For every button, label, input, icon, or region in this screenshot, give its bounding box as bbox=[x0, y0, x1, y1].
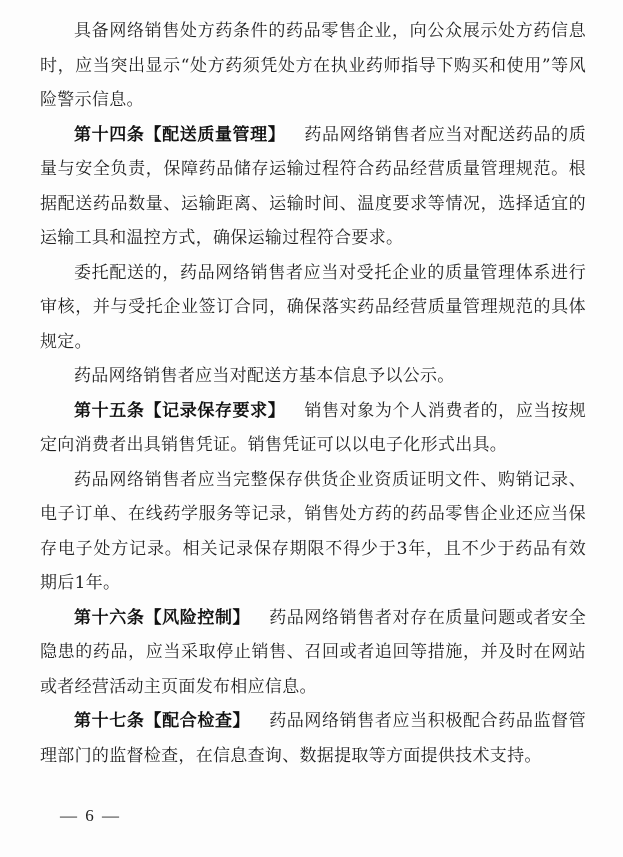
article-heading: 第十五条【记录保存要求】 bbox=[74, 400, 286, 421]
paragraph-delivery-disclosure bbox=[40, 359, 586, 394]
article-17-inspection-cooperation bbox=[40, 704, 586, 773]
paragraph-entrusted-delivery bbox=[40, 256, 586, 360]
paragraph-text: 药品网络销售者应当对配送方基本信息予以公示。 bbox=[74, 366, 455, 386]
paragraph-prescription-warning bbox=[40, 14, 586, 118]
article-14-delivery-quality bbox=[40, 118, 586, 256]
paragraph-text: 药品网络销售者应当完整保存供货企业资质证明文件、购销记录、电子订单、在线药学服务等记录，销售处方药的药品零售企业还应当保存电子处方记录。相关记录保存期限不得少于3年，且不少于药品有效期后1年。 bbox=[40, 469, 586, 593]
page-number: — 6 — bbox=[60, 806, 121, 825]
paragraph-text: 销售对象为个人消费者的，应当按规定向消费者出具销售凭证。销售凭证可以以电子化形式出具。 bbox=[40, 400, 586, 455]
paragraph-record-retention bbox=[40, 463, 586, 601]
article-heading: 第十四条【配送质量管理】 bbox=[74, 124, 286, 145]
paragraph-text: 具备网络销售处方药条件的药品零售企业，向公众展示处方药信息时，应当突出显示“处方药须凭处方在执业药师指导下购买和使用”等风险警示信息。 bbox=[40, 21, 586, 110]
paragraph-text: 药品网络销售者应当对配送药品的质量与安全负责，保障药品储存运输过程符合药品经营质量管理规范。根据配送药品数量、运输距离、运输时间、温度要求等情况，选择适宜的运输工具和温控方式，确保运输过程符合要求。 bbox=[40, 124, 586, 248]
article-heading: 第十七条【配合检查】 bbox=[74, 711, 251, 731]
article-15-record-keeping bbox=[40, 394, 586, 463]
paragraph-text: 药品网络销售者对存在质量问题或者安全隐患的药品，应当采取停止销售、召回或者追回等措施，并及时在网站或者经营活动主页面发布相应信息。 bbox=[40, 607, 586, 697]
document-body bbox=[40, 14, 586, 773]
paragraph-text: 委托配送的，药品网络销售者应当对受托企业的质量管理体系进行审核，并与受托企业签订合同，确保落实药品经营质量管理规范的具体规定。 bbox=[40, 262, 586, 352]
paragraph-text: 药品网络销售者应当积极配合药品监督管理部门的监督检查，在信息查询、数据提取等方面提供技术支持。 bbox=[40, 711, 586, 766]
article-heading: 第十六条【风险控制】 bbox=[74, 607, 251, 628]
article-16-risk-control bbox=[40, 601, 586, 705]
